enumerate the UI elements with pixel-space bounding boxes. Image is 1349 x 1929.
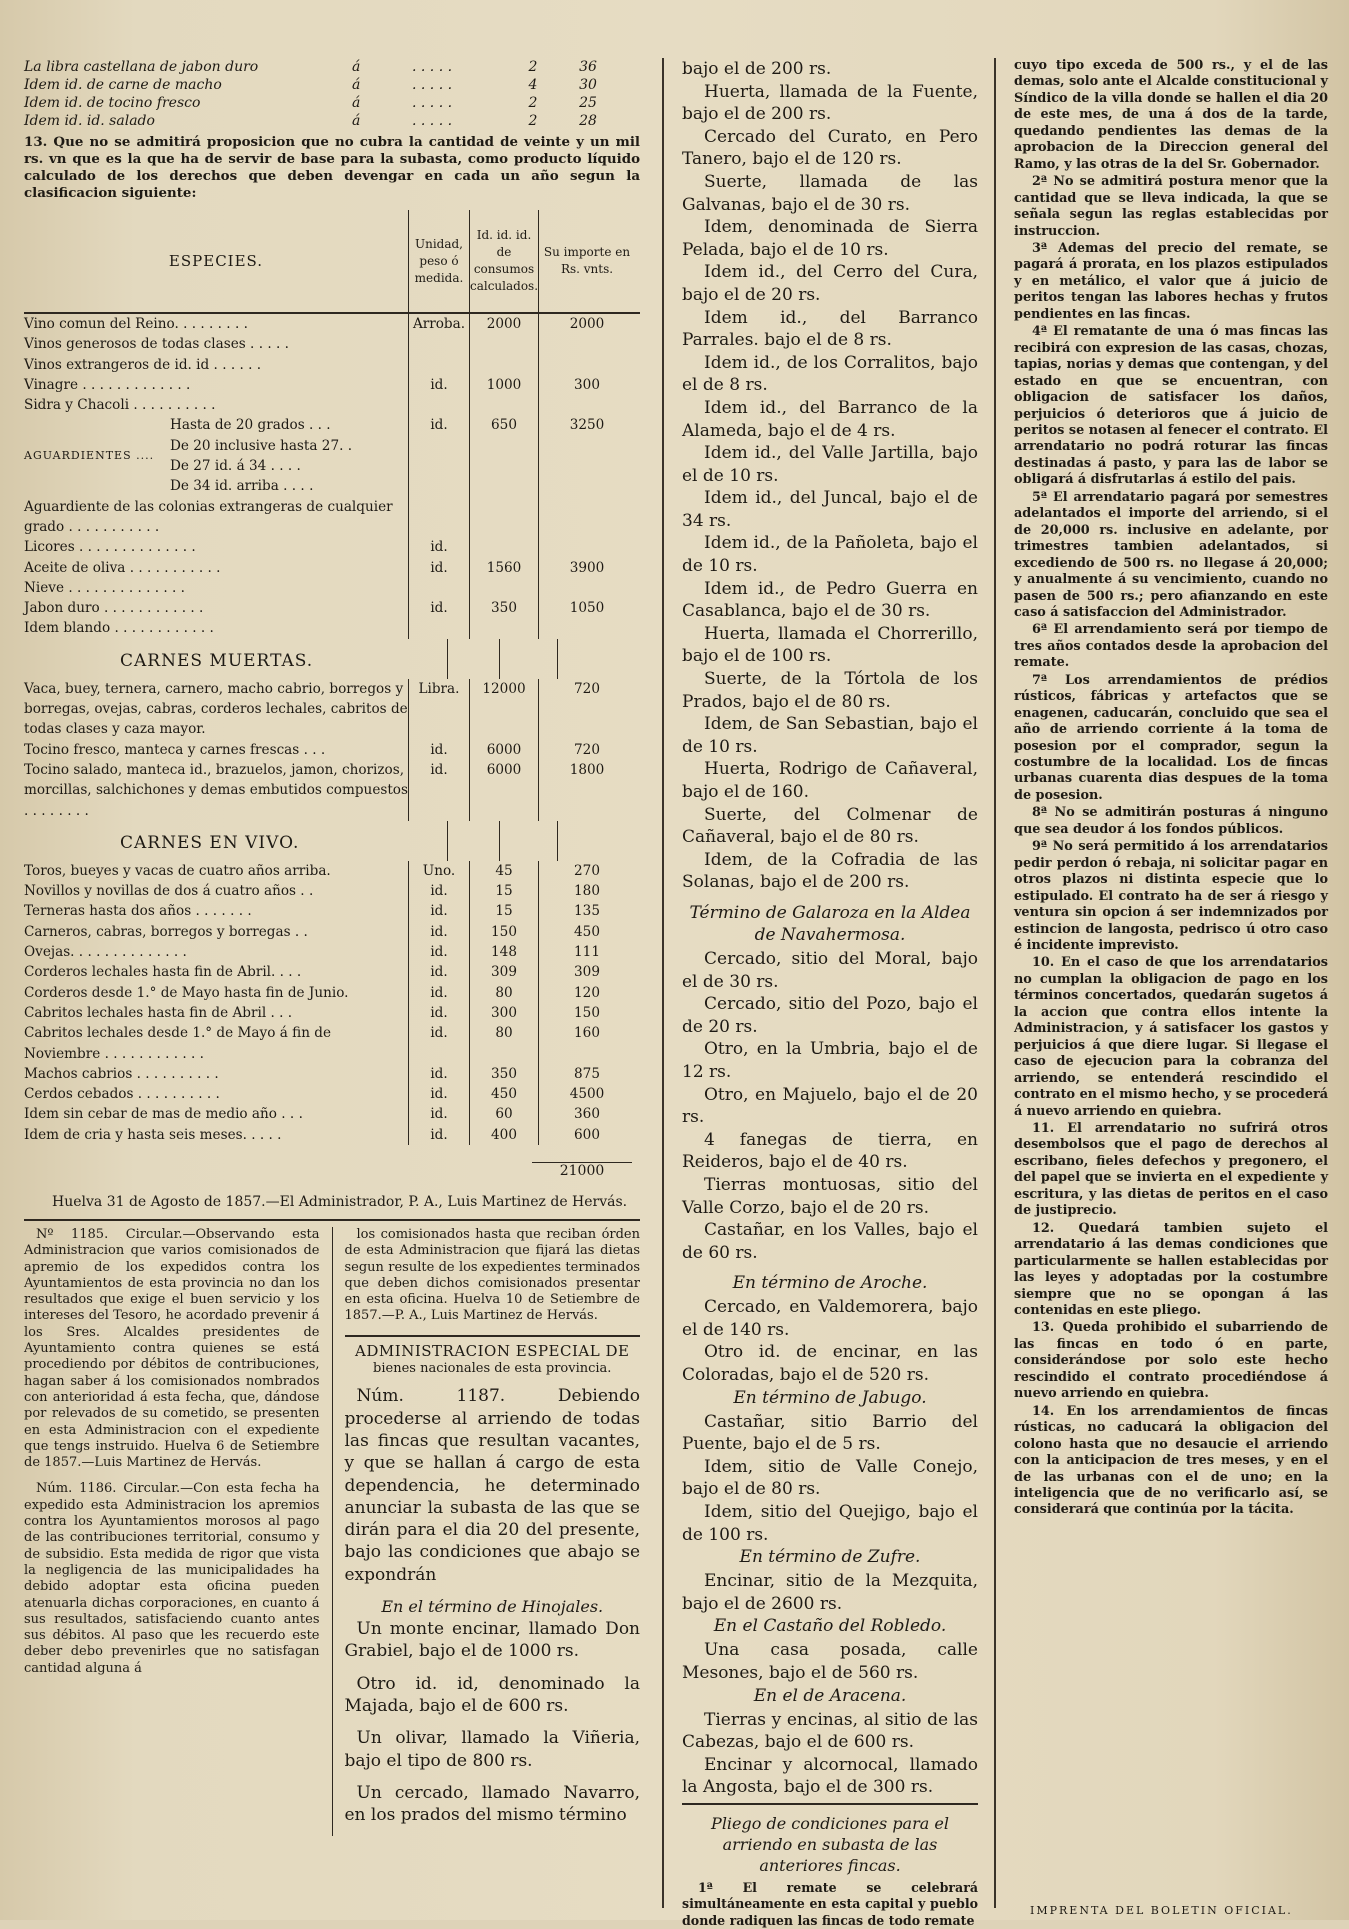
table-row bbox=[24, 355, 640, 375]
right-column bbox=[1014, 58, 1328, 1908]
finca-item: bajo el de 200 rs. bbox=[682, 59, 832, 79]
price-item-qty: 2 bbox=[528, 59, 538, 75]
finca-item: Idem id., del Juncal, bajo el de 34 rs. bbox=[682, 488, 978, 531]
row-unidad bbox=[408, 355, 469, 375]
table-row bbox=[24, 861, 640, 881]
fincas-list-6 bbox=[682, 1639, 978, 1684]
row-importe: 1800 bbox=[538, 760, 635, 821]
finca-item: Suerte, llamada de las Galvanas, bajo el de 30 rs. bbox=[682, 171, 978, 215]
price-row bbox=[24, 58, 640, 76]
row-especie: Aceite de oliva . . . . . . . . . . . bbox=[24, 559, 221, 576]
row-especie: Carneros, cabras, borregos y borregas . . bbox=[24, 923, 308, 940]
row-unidad bbox=[408, 618, 469, 638]
row-especie: Terneras hasta dos años . . . . . . . bbox=[24, 903, 252, 920]
column-rule-1 bbox=[662, 58, 664, 1908]
row-unidad: id. bbox=[408, 1125, 469, 1145]
row-importe: 309 bbox=[538, 962, 635, 982]
table-row bbox=[24, 881, 640, 901]
section-divider bbox=[24, 1219, 640, 1221]
table-row bbox=[24, 1084, 640, 1104]
aguardiente-grade: De 34 id. arriba . . . . bbox=[170, 478, 314, 495]
table-row bbox=[24, 598, 640, 618]
finca-item: Encinar y alcornocal, llamado la Angosta, bajo el de 300 rs. bbox=[682, 1754, 978, 1798]
table-header bbox=[24, 210, 640, 314]
row-consumo: 15 bbox=[469, 901, 538, 921]
finca-item: Cercado del Curato, en Pero Tanero, bajo el de 120 rs. bbox=[682, 126, 978, 170]
circular-1185: Nº 1185. Circular.—Observando esta Administracion que varios comisionados de apremio de los expedidos contra los Ayuntamientos de esta provincia no dan los resultados que exige el buen servicio y los intereses del Tesoro, he acordado prevenir á los Sres. Alcaldes presidentes de Ayuntamiento contra quienes se está procediendo por débitos de contribuciones, hagan saber á los comisionados nombrados con anterioridad á esta fecha, que, dándose por relevados de su cometido, se presenten en esta Administracion con el expediente que tengs instruido. Huelva 6 de Setiembre de 1857.—Luis Martinez de Hervás. bbox=[24, 1226, 320, 1471]
row-importe bbox=[538, 537, 635, 557]
price-item-price: 25 bbox=[579, 95, 597, 111]
price-item-price: 28 bbox=[579, 113, 597, 129]
table-group-carnes-muertas bbox=[24, 679, 640, 821]
middle-column bbox=[682, 58, 978, 1928]
price-list bbox=[24, 58, 640, 130]
header-importe: Su importe en Rs. vnts. bbox=[538, 210, 635, 312]
price-item-name: La libra castellana de jabon duro bbox=[24, 59, 259, 75]
price-item-dots: . . . . . bbox=[412, 113, 453, 129]
condition-paragraph: 11. El arrendatario no sufrirá otros desembolsos que el pago de derechos al escribano, fieles defechos y pregonero, el del papel que se invierta en el expediente y escritura, y las dietas de peritos en el caso de justiprecio. bbox=[1014, 1121, 1328, 1219]
table-group-carnes-vivo bbox=[24, 861, 640, 1145]
price-item-qty: 4 bbox=[528, 77, 538, 93]
row-importe bbox=[538, 578, 635, 598]
row-especie: Novillos y novillas de dos á cuatro años . . bbox=[24, 883, 314, 900]
condition-paragraph: 8ª No se admitirán posturas á ninguno que sea deudor á los fondos públicos. bbox=[1014, 805, 1328, 837]
row-unidad: id. bbox=[408, 962, 469, 982]
table-group-otros bbox=[24, 497, 640, 639]
left-column bbox=[24, 58, 640, 1908]
fincas-list-2 bbox=[682, 948, 978, 1264]
price-item-price: 36 bbox=[579, 59, 597, 75]
row-importe: 450 bbox=[538, 922, 635, 942]
notice-1187: Núm. 1187. Debiendo procederse al arriendo de todas las fincas que resultan vacantes, y que se hallan á cargo de esta dependencia, he determinado anunciar la subasta de las que se dirán para el dia 20 del presente, bajo las condiciones que abajo se expondrán bbox=[344, 1386, 640, 1585]
row-importe: 270 bbox=[538, 861, 635, 881]
row-importe: 135 bbox=[538, 901, 635, 921]
row-consumo bbox=[469, 537, 538, 557]
zufre-heading: En término de Zufre. bbox=[739, 1547, 921, 1568]
jabugo-heading: En término de Jabugo. bbox=[733, 1387, 927, 1408]
row-consumo: 1000 bbox=[469, 375, 538, 395]
table-row bbox=[24, 679, 640, 740]
price-row bbox=[24, 112, 640, 130]
column-rule-2 bbox=[994, 58, 996, 1908]
conditions-list bbox=[1014, 58, 1328, 1519]
price-item-dots: . . . . . bbox=[412, 95, 453, 111]
fincas-list-1 bbox=[682, 58, 978, 894]
pliego-heading: Pliego de condiciones para el arriendo en subasta de las anteriores fincas. bbox=[711, 1813, 949, 1875]
price-item-dots: . . . . . bbox=[412, 77, 453, 93]
row-consumo bbox=[469, 578, 538, 598]
finca-item: Idem id., del Cerro del Cura, bajo el de 20 rs. bbox=[682, 262, 978, 305]
row-unidad: id. bbox=[408, 1023, 469, 1064]
row-especie: Toros, bueyes y vacas de cuatro años arriba. bbox=[24, 862, 331, 879]
price-item-unit: á bbox=[352, 113, 361, 129]
aguardiente-grade: Hasta de 20 grados . . . bbox=[170, 417, 331, 434]
circular-1186-continued: los comisionados hasta que reciban órden de esta Administracion que fijará las dietas segun resulte de los expedientes terminados que deben dichos comisionados presentar en esta oficina. Huelva 10 de Setiembre de 1857.—P. A., Luis Martinez de Hervás. bbox=[344, 1226, 640, 1324]
table-row bbox=[24, 334, 640, 354]
price-item-unit: á bbox=[352, 59, 361, 75]
row-unidad: id. bbox=[408, 760, 469, 821]
finca-item: Cercado, sitio del Moral, bajo el de 30 rs. bbox=[682, 948, 978, 992]
fincas-list-7 bbox=[682, 1709, 978, 1799]
row-especie: Tocino fresco, manteca y carnes frescas . . . bbox=[24, 741, 326, 758]
header-especies: ESPECIES. bbox=[168, 251, 264, 270]
row-unidad: id. bbox=[408, 881, 469, 901]
row-importe: 300 bbox=[538, 375, 635, 395]
table-row bbox=[24, 983, 640, 1003]
row-especie: Idem sin cebar de mas de medio año . . . bbox=[24, 1106, 303, 1123]
finca-item: Una casa posada, calle Mesones, bajo el de 560 rs. bbox=[682, 1640, 978, 1683]
row-unidad: id. bbox=[408, 740, 469, 760]
price-item-unit: á bbox=[352, 95, 361, 111]
section-carnes-muertas: CARNES MUERTAS. bbox=[120, 650, 314, 671]
row-consumo: 148 bbox=[469, 942, 538, 962]
finca-item: Idem id., de Pedro Guerra en Casablanca, bajo el de 30 rs. bbox=[682, 578, 978, 622]
aguardientes-block bbox=[24, 415, 640, 496]
price-item-price: 30 bbox=[579, 77, 597, 93]
row-consumo: 80 bbox=[469, 1023, 538, 1064]
row-unidad: id. bbox=[408, 1003, 469, 1023]
condition-paragraph: cuyo tipo exceda de 500 rs., y el de las demas, solo ante el Alcalde constitucional y Síndico de la villa donde se hallen el dia 20 de este mes, de una á dos de la tarde, quedando pendientes las demas de la aprobacion de la Direccion general del Ramo, y las otras de la del Sr. Gobernador. bbox=[1014, 58, 1328, 172]
finca-item: Idem id., de los Corralitos, bajo el de 8 rs. bbox=[682, 352, 978, 396]
row-unidad: id. bbox=[408, 942, 469, 962]
row-consumo: 1560 bbox=[469, 558, 538, 578]
finca-item: Tierras montuosas, sitio del Valle Corzo, bajo el de 20 rs. bbox=[682, 1174, 978, 1218]
row-consumo: 309 bbox=[469, 962, 538, 982]
row-unidad: id. bbox=[408, 901, 469, 921]
aroche-heading: En término de Aroche. bbox=[732, 1273, 928, 1294]
aguardiente-grade: De 27 id. á 34 . . . . bbox=[170, 458, 301, 475]
row-consumo: 6000 bbox=[469, 760, 538, 821]
table-row bbox=[24, 1104, 640, 1124]
paragraph-13: 13. Que no se admitirá proposicion que no cubra la cantidad de veinte y un mil rs. vn que es la que ha de servir de base para la subasta, como producto líquido calculado de los derechos que deben devengar en cada un año segun la clasificacion siguiente: bbox=[24, 134, 640, 201]
row-importe: 111 bbox=[538, 942, 635, 962]
header-consumo: Id. id. id. de consumos calculados. bbox=[469, 210, 538, 312]
aracena-heading: En el de Aracena. bbox=[753, 1685, 907, 1706]
tax-table bbox=[24, 210, 640, 1179]
row-unidad: Uno. bbox=[408, 861, 469, 881]
condition-paragraph: 3ª Ademas del precio del remate, se pagará á prorata, en los plazos estipulados y en metálico, el valor que á juicio de peritos tengan las labores hechas y frutos pendientes en las fincas. bbox=[1014, 240, 1328, 322]
hinojales-list bbox=[345, 1618, 641, 1826]
row-especie: Aguardiente de las colonias extrangeras de cualquier grado . . . . . . . . . . . bbox=[24, 498, 393, 535]
condition-paragraph: 7ª Los arrendamientos de prédios rústicos, fábricas y artefactos que se enagenen, caducarán, concluido que sea el año de arriendo corriente á la toma de posesion por el comprador, segun la costumbre de la localidad. Los de fincas urbanas cuarenta dias despues de la toma de posesion. bbox=[1014, 672, 1328, 803]
condition-paragraph: 13. Queda prohibido el subarriendo de las fincas en todo ó en parte, considerándose por solo este hecho rescindido el contrato procediéndose á nuevo arriendo en quiebra. bbox=[1014, 1320, 1328, 1402]
aguardientes-unit: id. bbox=[408, 415, 469, 496]
table-row bbox=[24, 314, 640, 334]
row-consumo: 300 bbox=[469, 1003, 538, 1023]
row-importe: 4500 bbox=[538, 1084, 635, 1104]
table-row bbox=[24, 1125, 640, 1145]
row-importe: 3900 bbox=[538, 558, 635, 578]
row-importe bbox=[538, 497, 635, 538]
row-unidad: id. bbox=[408, 537, 469, 557]
price-item-unit: á bbox=[352, 77, 361, 93]
row-unidad: id. bbox=[408, 598, 469, 618]
finca-item: Encinar, sitio de la Mezquita, bajo el de 2600 rs. bbox=[682, 1571, 978, 1614]
row-importe: 2000 bbox=[538, 314, 635, 334]
aguardientes-consumo: 650 bbox=[469, 415, 538, 496]
table-total: 21000 bbox=[532, 1162, 632, 1179]
condition-paragraph: 12. Quedará tambien sujeto el arrendatario á las demas condiciones que particularmente se hallen establecidas por las leyes y adoptadas por la costumbre siempre que no se opongan á las contenidas en este pliego. bbox=[1014, 1220, 1328, 1318]
finca-item: Suerte, de la Tórtola de los Prados, bajo el de 80 rs. bbox=[682, 669, 978, 712]
finca-item: Un monte encinar, llamado Don Grabiel, bajo el de 1000 rs. bbox=[344, 1619, 640, 1662]
row-unidad: id. bbox=[408, 1064, 469, 1084]
table-row bbox=[24, 760, 640, 821]
robledo-heading: En el Castaño del Robledo. bbox=[713, 1616, 947, 1637]
circulars-column bbox=[24, 1227, 320, 1836]
row-consumo bbox=[469, 618, 538, 638]
row-unidad: id. bbox=[408, 558, 469, 578]
row-unidad: id. bbox=[408, 1104, 469, 1124]
row-consumo: 6000 bbox=[469, 740, 538, 760]
finca-item: Huerta, llamada de la Fuente, bajo el de 200 rs. bbox=[682, 81, 978, 125]
price-item-dots: . . . . . bbox=[412, 59, 453, 75]
price-row bbox=[24, 94, 640, 112]
printer-footer: IMPRENTA DEL BOLETIN OFICIAL. bbox=[1030, 1904, 1293, 1917]
row-consumo: 150 bbox=[469, 922, 538, 942]
row-importe: 160 bbox=[538, 1023, 635, 1064]
finca-item: Otro id. de encinar, en las Coloradas, bajo el de 520 rs. bbox=[682, 1342, 978, 1386]
row-consumo bbox=[469, 497, 538, 538]
finca-item: Cercado, sitio del Pozo, bajo el de 20 rs. bbox=[682, 994, 978, 1037]
lower-left-columns bbox=[24, 1227, 640, 1836]
row-importe: 120 bbox=[538, 983, 635, 1003]
finca-item: Otro, en la Umbria, bajo el de 12 rs. bbox=[682, 1039, 978, 1082]
row-unidad bbox=[408, 395, 469, 415]
finca-item: Idem id., del Valle Jartilla, bajo el de 10 rs. bbox=[682, 443, 978, 486]
header-unidad: Unidad, peso ó medida. bbox=[408, 210, 469, 312]
table-row bbox=[24, 901, 640, 921]
row-importe bbox=[538, 355, 635, 375]
condition-paragraph: 2ª No se admitirá postura menor que la cantidad que se lleva indicada, la que se señala segun las reglas establecidas por instruccion. bbox=[1014, 174, 1328, 239]
row-especie: Vino comun del Reino. . . . . . . . . bbox=[24, 316, 248, 332]
row-especie: Corderos desde 1.° de Mayo hasta fin de Junio. bbox=[24, 984, 349, 1001]
condition-1: 1ª El remate se celebrará simultáneamente en esta capital y pueblo donde radiquen las fincas de todo remate bbox=[682, 1879, 978, 1928]
fincas-list-3 bbox=[682, 1296, 978, 1386]
price-item-name: Idem id. de tocino fresco bbox=[24, 95, 201, 111]
table-total-row bbox=[24, 1145, 640, 1179]
finca-item: Idem, sitio de Valle Conejo, bajo el de 80 rs. bbox=[682, 1456, 978, 1500]
row-especie: Corderos lechales hasta fin de Abril. . . . bbox=[24, 964, 302, 981]
row-consumo: 12000 bbox=[469, 679, 538, 740]
row-consumo bbox=[469, 395, 538, 415]
section-carnes-vivo: CARNES EN VIVO. bbox=[120, 832, 300, 853]
row-importe: 360 bbox=[538, 1104, 635, 1124]
price-item-name: Idem id. de carne de macho bbox=[24, 77, 222, 93]
finca-item: Suerte, del Colmenar de Cañaveral, bajo el de 80 rs. bbox=[682, 804, 978, 848]
row-especie: Sidra y Chacoli . . . . . . . . . . bbox=[24, 397, 216, 414]
row-unidad: id. bbox=[408, 1084, 469, 1104]
row-consumo: 2000 bbox=[469, 314, 538, 334]
table-row bbox=[24, 962, 640, 982]
table-row bbox=[24, 578, 640, 598]
row-consumo: 350 bbox=[469, 1064, 538, 1084]
hinojales-heading: En el término de Hinojales. bbox=[381, 1597, 604, 1617]
finca-item: 4 fanegas de tierra, en Reideros, bajo el de 40 rs. bbox=[682, 1129, 978, 1173]
finca-item: Idem id., del Barranco Parrales. bajo el de 8 rs. bbox=[682, 307, 978, 351]
row-importe: 180 bbox=[538, 881, 635, 901]
row-especie: Cabritos lechales hasta fin de Abril . . . bbox=[24, 1004, 293, 1021]
table-row bbox=[24, 375, 640, 395]
row-consumo bbox=[469, 355, 538, 375]
aguardientes-label: AGUARDIENTES .... bbox=[24, 448, 155, 462]
finca-item: Idem, de San Sebastian, bajo el de 10 rs. bbox=[682, 714, 978, 757]
condition-paragraph: 5ª El arrendatario pagará por semestres adelantados el importe del arriendo, si el de 20,000 rs. inclusive en adelante, por trimestres tambien adelantados, si excediendo de 500 rs. no llegase á 20,000; y anualmente á su vencimiento, cuando no pasen de 500 rs.; pero afianzando en este caso á satisfaccion del Administrador. bbox=[1014, 489, 1328, 620]
finca-item: Otro id. id, denominado la Majada, bajo el de 600 rs. bbox=[344, 1673, 640, 1716]
subcolumn-rule bbox=[332, 1227, 333, 1836]
finca-item: Un olivar, llamado la Viñeria, bajo el tipo de 800 rs. bbox=[344, 1728, 640, 1771]
table-group-vinos bbox=[24, 314, 640, 415]
row-especie: Machos cabrios . . . . . . . . . . bbox=[24, 1065, 219, 1082]
finca-item: Castañar, sitio Barrio del Puente, bajo el de 5 rs. bbox=[682, 1411, 978, 1455]
finca-item: Idem, de la Cofradia de las Solanas, bajo el de 200 rs. bbox=[682, 849, 978, 893]
table-row bbox=[24, 1023, 640, 1064]
row-especie: Nieve . . . . . . . . . . . . . . bbox=[24, 579, 186, 596]
row-consumo: 400 bbox=[469, 1125, 538, 1145]
aguardientes-importe: 3250 bbox=[538, 415, 635, 496]
table-row bbox=[24, 1064, 640, 1084]
condition-paragraph: 9ª No será permitido á los arrendatarios pedir perdon ó rebaja, ni solicitar pagar en otros plazos ni distinta especie que lo estipulado. El contrato ha de ser á riesgo y ventura sin opcion á ser indemnizados por estincion de langosta, pedrisco ú otro caso é incidente imprevisto. bbox=[1014, 839, 1328, 954]
row-especie: Cabritos lechales desde 1.° de Mayo á fin de Noviembre . . . . . . . . . . . . bbox=[24, 1025, 332, 1062]
row-unidad bbox=[408, 578, 469, 598]
table-row bbox=[24, 942, 640, 962]
condition-paragraph: 14. En los arrendamientos de fincas rústicas, no caducará la obligacion del colono hasta que no desaucie el arriendo con la anticipacion de tres meses, y en el de las urbanas con el de uno; en la inteligencia que de no verificarlo así, se considerará que continúa por la tácita. bbox=[1014, 1403, 1328, 1518]
table-row bbox=[24, 558, 640, 578]
fincas-list-4 bbox=[682, 1411, 978, 1547]
finca-item: Huerta, Rodrigo de Cañaveral, bajo el de 160. bbox=[682, 759, 978, 802]
admin-heading: ADMINISTRACION ESPECIAL DE bbox=[355, 1341, 630, 1360]
finca-item: Huerta, llamada el Chorrerillo, bajo el de 100 rs. bbox=[682, 623, 978, 667]
table-row bbox=[24, 1003, 640, 1023]
row-importe bbox=[538, 618, 635, 638]
row-especie: Tocino salado, manteca id., brazuelos, jamon, chorizos, morcillas, salchichones y demas embutidos compuestos . . . . . . . . bbox=[24, 761, 408, 819]
row-importe: 720 bbox=[538, 679, 635, 740]
condition-paragraph: 6ª El arrendamiento será por tiempo de tres años contados desde la aprobacion del remate. bbox=[1014, 622, 1328, 671]
aguardientes-grades bbox=[170, 415, 408, 496]
aguardiente-grade: De 20 inclusive hasta 27. . bbox=[170, 437, 353, 454]
row-unidad: id. bbox=[408, 983, 469, 1003]
row-unidad bbox=[408, 497, 469, 538]
finca-item: Otro, en Majuelo, bajo el de 20 rs. bbox=[682, 1084, 978, 1128]
row-especie: Licores . . . . . . . . . . . . . . bbox=[24, 539, 196, 556]
row-consumo: 80 bbox=[469, 983, 538, 1003]
row-importe: 150 bbox=[538, 1003, 635, 1023]
table-row bbox=[24, 922, 640, 942]
table-row bbox=[24, 497, 640, 538]
admin-column bbox=[345, 1227, 641, 1836]
table-row bbox=[24, 740, 640, 760]
row-especie: Cerdos cebados . . . . . . . . . . bbox=[24, 1086, 220, 1103]
row-unidad: id. bbox=[408, 375, 469, 395]
admin-divider bbox=[345, 1335, 641, 1337]
row-consumo bbox=[469, 334, 538, 354]
price-item-qty: 2 bbox=[528, 95, 538, 111]
table-row bbox=[24, 618, 640, 638]
finca-item: Idem id., del Barranco de la Alameda, bajo el de 4 rs. bbox=[682, 397, 978, 441]
finca-item: Castañar, en los Valles, bajo el de 60 rs. bbox=[682, 1220, 978, 1263]
row-especie: Vaca, buey, ternera, carnero, macho cabrio, borregos y borregas, ovejas, cabras, corderos lechales, cabritos de todas clases y caza mayor. bbox=[24, 680, 408, 738]
row-unidad: Libra. bbox=[408, 679, 469, 740]
row-unidad: Arroba. bbox=[408, 314, 469, 334]
admin-subheading: bienes nacionales de esta provincia. bbox=[373, 1361, 612, 1377]
signature-line: Huelva 31 de Agosto de 1857.—El Administrador, P. A., Luis Martinez de Hervás. bbox=[52, 1193, 628, 1210]
row-especie: Vinagre . . . . . . . . . . . . . bbox=[24, 376, 191, 393]
table-row bbox=[24, 395, 640, 415]
row-especie: Jabon duro . . . . . . . . . . . . bbox=[24, 600, 204, 617]
row-especie: Idem de cria y hasta seis meses. . . . . bbox=[24, 1126, 282, 1143]
finca-item: Idem, sitio del Quejigo, bajo el de 100 rs. bbox=[682, 1502, 978, 1545]
condition-paragraph: 4ª El rematante de una ó mas fincas las recibirá con expresion de las casas, chozas, tapias, norias y demas que contengan, y del estado en que se encuentran, con obligacion de satisfacer los daños, perjuicios ó deterioros que á juicio de peritos se notasen al fenecer el contrato. El arrendatario no podrá roturar las fincas destinadas á pasto, y para las de labor se obligará á disfrutarlas á estilo del pais. bbox=[1014, 324, 1328, 488]
row-consumo: 450 bbox=[469, 1084, 538, 1104]
row-importe: 600 bbox=[538, 1125, 635, 1145]
finca-item: Cercado, en Valdemorera, bajo el de 140 rs. bbox=[682, 1297, 978, 1340]
price-item-name: Idem id. id. salado bbox=[24, 113, 155, 129]
price-item-qty: 2 bbox=[528, 113, 538, 129]
pliego-divider bbox=[682, 1803, 978, 1805]
row-consumo: 60 bbox=[469, 1104, 538, 1124]
row-consumo: 350 bbox=[469, 598, 538, 618]
row-unidad bbox=[408, 334, 469, 354]
finca-item: Un cercado, llamado Navarro, en los prados del mismo término bbox=[344, 1782, 640, 1826]
row-importe: 875 bbox=[538, 1064, 635, 1084]
row-importe bbox=[538, 334, 635, 354]
galaroza-heading: Término de Galaroza en la Aldea de Navahermosa. bbox=[689, 902, 971, 945]
row-especie: Vinos generosos de todas clases . . . . . bbox=[24, 336, 289, 353]
row-unidad: id. bbox=[408, 922, 469, 942]
row-especie: Ovejas. . . . . . . . . . . . . . bbox=[24, 944, 187, 961]
row-especie: Vinos extrangeros de id. id . . . . . . bbox=[24, 356, 262, 373]
finca-item: Tierras y encinas, al sitio de las Cabezas, bajo el de 600 rs. bbox=[682, 1709, 978, 1753]
row-importe: 720 bbox=[538, 740, 635, 760]
condition-paragraph: 10. En el caso de que los arrendatarios no cumplan la obligacion de pago en los términos concertados, quedarán sugetos á la accion que contra ellos intente la Administracion, y á satisfacer los gastos y perjuicios á que diere lugar. Si llegase el caso de ejecucion para la cobranza del arriendo, se entenderá rescindido el contrato en el mismo hecho, y se procederá á nuevo arriendo en quiebra. bbox=[1014, 955, 1328, 1119]
table-row bbox=[24, 537, 640, 557]
row-importe bbox=[538, 395, 635, 415]
price-row bbox=[24, 76, 640, 94]
row-especie: Idem blando . . . . . . . . . . . . bbox=[24, 620, 214, 637]
finca-item: Idem, denominada de Sierra Pelada, bajo el de 10 rs. bbox=[682, 217, 978, 260]
finca-item: Idem id., de la Pañoleta, bajo el de 10 rs. bbox=[682, 533, 978, 577]
row-consumo: 15 bbox=[469, 881, 538, 901]
row-importe: 1050 bbox=[538, 598, 635, 618]
fincas-list-5 bbox=[682, 1570, 978, 1615]
circular-1186: Núm. 1186. Circular.—Con esta fecha ha expedido esta Administracion los apremios contra los Ayuntamientos morosos al pago de las contribuciones territorial, consumo y de subsidio. Esta medida de rigor que vista la negligencia de las municipalidades ha debido adoptar esta oficina pueden atenuarla dichas corporaciones, en cuanto á sus resultados, satisfaciendo cuanto antes sus débitos. Al paso que les recuerdo este deber debo prevenirles que no satisfagan cantidad alguna á bbox=[24, 1481, 320, 1676]
row-consumo: 45 bbox=[469, 861, 538, 881]
